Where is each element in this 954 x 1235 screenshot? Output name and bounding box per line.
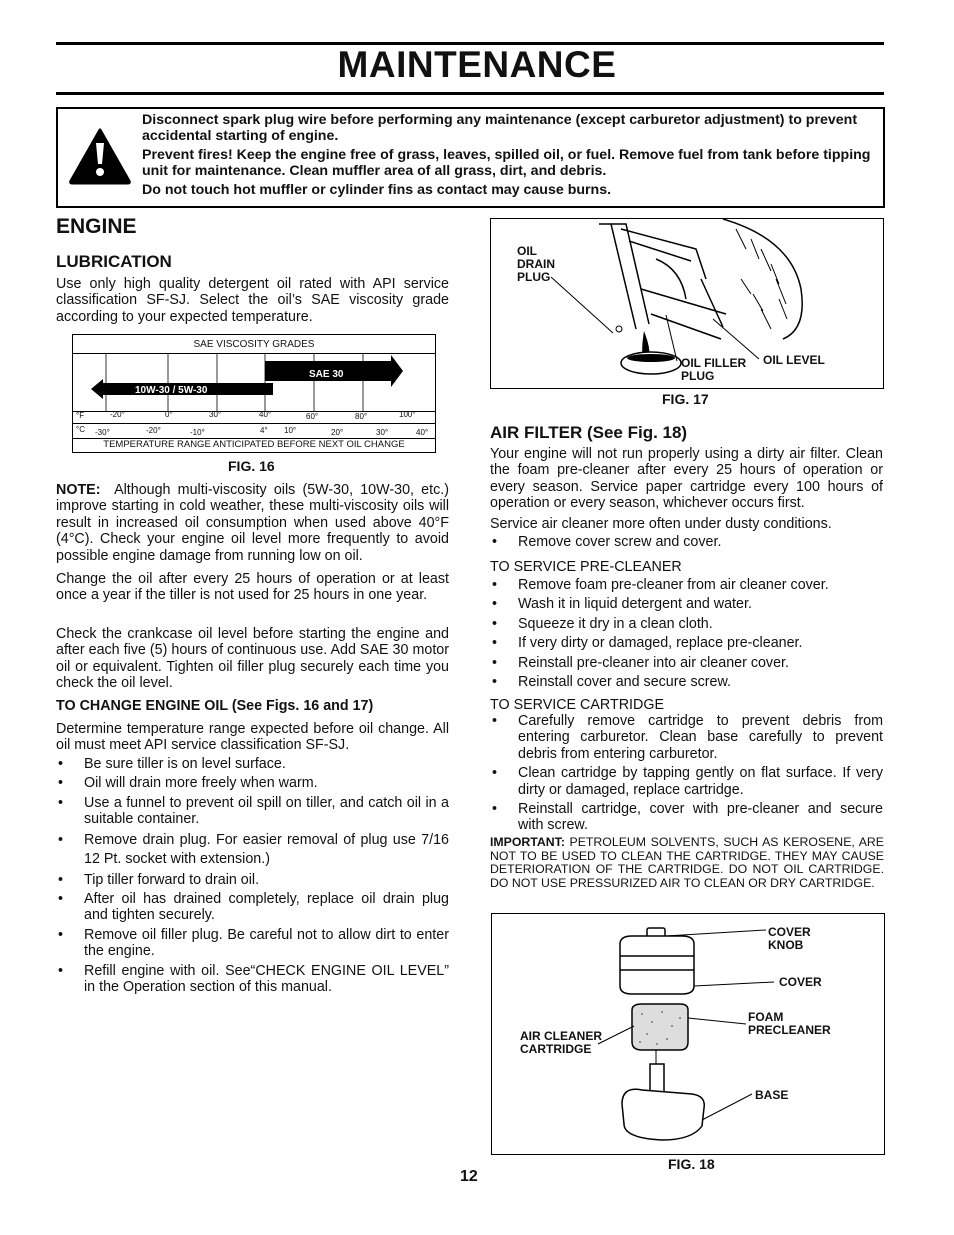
oil-check-paragraph: Check the crankcase oil level before starting the engine and after each five (5) hours of continuous use. Add SAE 30 motor oil or equivalent. Tighten oil filler plug securely each time you check the oil level. [56, 626, 449, 692]
chart-divider [73, 423, 435, 424]
air-filter-heading: AIR FILTER (See Fig. 18) [490, 423, 688, 442]
list-item: • Remove oil filler plug. Be careful not to allow dirt to enter the engine. [56, 927, 449, 960]
change-oil-heading: TO CHANGE ENGINE OIL (See Figs. 16 and 17) [56, 698, 374, 714]
important-label: IMPORTANT: [490, 835, 565, 849]
f-tick: 80° [355, 412, 368, 421]
c-tick: 10° [284, 426, 297, 435]
fig18-illustration [491, 913, 885, 1155]
dusty-conditions-text: Service air cleaner more often under dusty conditions. [490, 516, 832, 532]
bar-sae30-label: SAE 30 [309, 369, 344, 380]
warning-line: Prevent fires! Keep the engine free of grass, leaves, spilled oil, or fuel. Remove fuel from tank before tipping unit for maintenance. Clean muffler area of all grass, dirt, and debris. [142, 147, 871, 179]
celsius-unit: °C [76, 425, 85, 434]
c-tick: 4° [260, 426, 268, 435]
important-text: PETROLEUM SOLVENTS, SUCH AS KEROSENE, ARE NOT TO BE USED TO CLEAN THE CARTRIDGE. THEY MAY CAUSE DETERIORATION OF THE CARTRIDGE. DO NOT OIL CARTRIDGE. DO NOT USE PRESSURIZED AIR TO CLEAN OR DRY CARTRIDGE. [490, 835, 885, 890]
f-tick: 40° [259, 410, 272, 419]
viscosity-chart-title: SAE VISCOSITY GRADES [193, 339, 315, 350]
oil-filler-plug-label: OIL FILLER PLUG [681, 356, 747, 383]
lubrication-heading: LUBRICATION [56, 252, 172, 271]
list-item: • Carefully remove cartridge to prevent debris from entering carburetor. Clean base carefully to prevent debris from entering carburetor. [490, 713, 883, 762]
list-item: • Oil will drain more freely when warm. [56, 775, 449, 791]
warning-line: Disconnect spark plug wire before performing any maintenance (except carburetor adjustment) to prevent accidental starting of engine. [142, 112, 858, 144]
fig16-caption: FIG. 16 [228, 458, 275, 474]
f-tick: 0° [165, 410, 173, 419]
list-item: • Clean cartridge by tapping gently on flat surface. If very dirty or damaged, replace cartridge. [490, 765, 883, 798]
c-tick: -30° [95, 428, 110, 437]
air-filter-intro: Your engine will not run properly using a dirty air filter. Clean the foam pre-cleaner after every 25 hours of operation or every season. Service paper cartridge every 100 hours of operation or every season, whichever occurs first. [490, 446, 883, 512]
list-item: • Remove foam pre-cleaner from air cleaner cover. [490, 577, 883, 593]
precleaner-steps [490, 577, 883, 693]
cartridge-heading: TO SERVICE CARTRIDGE [490, 697, 664, 713]
list-item: • Be sure tiller is on level surface. [56, 756, 449, 772]
list-item: • Wash it in liquid detergent and water. [490, 596, 883, 612]
warning-box [56, 107, 885, 208]
note-label: NOTE: [56, 482, 101, 498]
cartridge-steps [490, 713, 883, 837]
oil-level-label: OIL LEVEL [763, 353, 825, 367]
page-title: MAINTENANCE [337, 44, 617, 85]
cover-step-list [490, 534, 883, 553]
viscosity-chart [72, 334, 436, 453]
fahrenheit-unit: °F [76, 411, 85, 420]
lubrication-intro: Use only high quality detergent oil rated with API service classification SF-SJ. Select the oil’s SAE viscosity grade according to your expected temperature. [56, 276, 449, 325]
list-item: • Use a funnel to prevent oil spill on tiller, and catch oil in a suitable container. [56, 795, 449, 828]
chart-footer: TEMPERATURE RANGE ANTICIPATED BEFORE NEXT OIL CHANGE [103, 439, 405, 450]
engine-heading: ENGINE [56, 215, 137, 238]
oil-drain-plug-label: OIL DRAIN PLUG [517, 244, 555, 284]
list-item: • After oil has drained completely, replace oil drain plug and tighten securely. [56, 891, 449, 924]
c-tick: 40° [416, 428, 429, 437]
list-item: • Remove cover screw and cover. [490, 534, 883, 550]
change-oil-intro: Determine temperature range expected before oil change. All oil must meet API service classification SF-SJ. [56, 721, 449, 754]
cover-knob-label: COVER KNOB [768, 925, 811, 952]
cover-label: COVER [779, 975, 822, 989]
fig17-caption: FIG. 17 [662, 391, 709, 407]
c-tick: 20° [331, 428, 344, 437]
title-underline [56, 92, 884, 95]
list-item: • Reinstall cover and secure screw. [490, 674, 883, 690]
warning-line: Do not touch hot muffler or cylinder fins as contact may cause burns. [142, 182, 612, 198]
f-tick: -20° [110, 410, 125, 419]
c-tick: -10° [190, 428, 205, 437]
note-paragraph [56, 482, 449, 564]
fig17-illustration [490, 218, 884, 389]
base-label: BASE [755, 1088, 789, 1102]
bar-multi-viscosity-label: 10W-30 / 5W-30 [135, 385, 208, 396]
precleaner-heading: TO SERVICE PRE-CLEANER [490, 559, 682, 575]
chart-divider [73, 411, 435, 412]
viscosity-grid [73, 353, 435, 411]
f-tick: 60° [306, 412, 319, 421]
change-oil-steps [56, 756, 449, 998]
f-tick: 30° [209, 410, 222, 419]
list-item: • Squeeze it dry in a clean cloth. [490, 616, 883, 632]
foam-precleaner-label: FOAM PRECLEANER [748, 1010, 831, 1037]
page-number: 12 [460, 1168, 478, 1185]
important-notice [490, 836, 884, 890]
oil-change-paragraph: Change the oil after every 25 hours of operation or at least once a year if the tiller is not used for 25 hours in one year. [56, 571, 449, 604]
list-item: • Reinstall cartridge, cover with pre-cleaner and secure with screw. [490, 801, 883, 834]
list-item: • Remove drain plug. For easier removal of plug use 7/16 12 Pt. socket with extension.) [56, 831, 449, 869]
note-text: Although multi-viscosity oils (5W-30, 10W-30, etc.) improve starting in cold weather, these multi-viscosity oils will result in increased oil consumption when used above 40°F (4°C). Check your engine oil level more frequently to avoid possible engine damage from running low on oil. [56, 482, 449, 564]
c-tick: -20° [146, 426, 161, 435]
fig18-caption: FIG. 18 [668, 1156, 715, 1172]
c-tick: 30° [376, 428, 389, 437]
air-cleaner-cartridge-label: AIR CLEANER CARTRIDGE [520, 1029, 603, 1056]
warning-text [142, 113, 872, 203]
list-item: • If very dirty or damaged, replace pre-cleaner. [490, 635, 883, 651]
f-tick: 100° [399, 410, 416, 419]
list-item: • Tip tiller forward to drain oil. [56, 872, 449, 888]
warning-triangle-icon [68, 127, 132, 185]
list-item: • Reinstall pre-cleaner into air cleaner cover. [490, 655, 883, 671]
list-item: • Refill engine with oil. See“CHECK ENGINE OIL LEVEL” in the Operation section of this manual. [56, 963, 449, 996]
